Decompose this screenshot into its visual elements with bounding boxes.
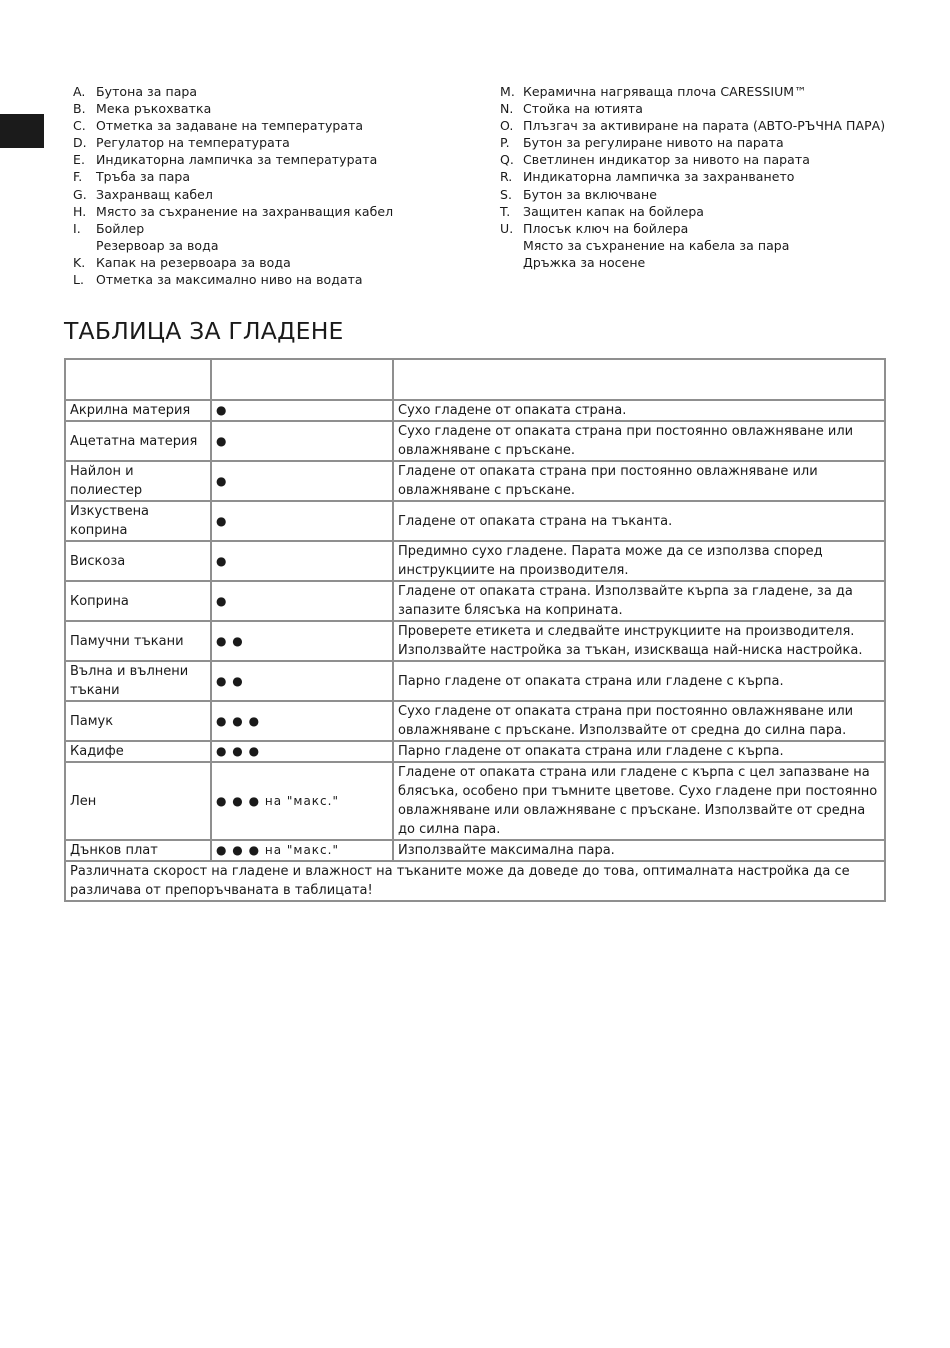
- ironing-method-cell: Предимно сухо гладене. Парата може да се използва според инструкциите на производителя.: [393, 541, 885, 581]
- table-row: [65, 762, 885, 840]
- ironing-method-cell: Сухо гладене от опаката страна при постоянно овлажняване или овлажняване с пръскане. Използвайте от средна до силна пара.: [393, 701, 885, 741]
- legend-text: Тръба за пара: [96, 169, 191, 185]
- legend-text: Светлинен индикатор за нивото на парата: [523, 152, 810, 168]
- fabric-cell: Лен: [65, 762, 211, 840]
- legend-letter: [73, 237, 96, 254]
- legend-letter: S.: [500, 186, 513, 202]
- legend-text: Място за съхранение на захранващия кабел: [96, 203, 394, 219]
- legend-letter: R.: [500, 169, 513, 185]
- legend-item: [500, 151, 920, 168]
- fabric-cell: Вълна и вълнени тъкани: [65, 661, 211, 701]
- parts-legend-left: [73, 83, 483, 288]
- temperature-setting-cell: ● ● ●: [211, 701, 393, 741]
- table-footnote: Различната скорост на гладене и влажност на тъканите може да доведе до това, оптималната настройка да се различава от препоръчваната в таблицата!: [65, 861, 885, 901]
- legend-text: Плъзгач за активиране на парата (АВТО-РЪЧНА ПАРА): [523, 118, 886, 134]
- temperature-setting-cell: ● ●: [211, 621, 393, 661]
- legend-letter: E.: [73, 152, 85, 168]
- legend-item: [73, 186, 483, 203]
- temperature-setting-cell: ● ●: [211, 661, 393, 701]
- fabric-cell: Коприна: [65, 581, 211, 621]
- legend-letter: A.: [73, 84, 86, 99]
- table-row: [65, 621, 885, 661]
- legend-letter: O.: [500, 118, 514, 134]
- legend-letter: [500, 254, 523, 271]
- fabric-cell: Вискоза: [65, 541, 211, 581]
- legend-text: Бутона за пара: [96, 84, 198, 99]
- legend-letter: D.: [73, 135, 87, 151]
- legend-item: [73, 168, 483, 185]
- ironing-method-cell: Гладене от опаката страна или гладене с кърпа с цел запазване на блясъка, особено при тъмните цветове. Сухо гладене при постоянно овлажняване или овлажняване с пръскане. Използвайте от средна до силна пара.: [393, 762, 885, 840]
- ironing-method-cell: Гладене от опаката страна. Използвайте кърпа за гладене, за да запазите блясъка на коприната.: [393, 581, 885, 621]
- legend-letter: T.: [500, 203, 511, 219]
- table-row: [65, 461, 885, 501]
- legend-text: Индикаторна лампичка за захранването: [523, 169, 795, 185]
- table-row: [65, 541, 885, 581]
- legend-item: [73, 117, 483, 134]
- legend-text: Керамична нагряваща плоча CARESSIUM™: [523, 84, 807, 99]
- legend-letter: Q.: [500, 152, 514, 168]
- legend-item: [500, 134, 920, 151]
- fabric-cell: Дънков плат: [65, 840, 211, 861]
- legend-letter: B.: [73, 101, 86, 117]
- legend-text: Дръжка за носене: [523, 254, 646, 270]
- legend-item: [73, 100, 483, 117]
- section-tab-marker: [0, 114, 44, 148]
- column-header-method: [393, 359, 885, 400]
- fabric-cell: Памучни тъкани: [65, 621, 211, 661]
- legend-item: [73, 254, 483, 271]
- ironing-method-cell: Парно гладене от опаката страна или гладене с кърпа.: [393, 661, 885, 701]
- fabric-cell: Акрилна материя: [65, 400, 211, 421]
- legend-item: [73, 134, 483, 151]
- temperature-setting-cell: ● ● ● на "макс.": [211, 762, 393, 840]
- legend-item: [73, 271, 483, 288]
- fabric-cell: Изкуствена коприна: [65, 501, 211, 541]
- temperature-setting-cell: ●: [211, 461, 393, 501]
- legend-letter: P.: [500, 135, 510, 151]
- legend-letter: [500, 237, 523, 254]
- legend-item: [500, 117, 920, 134]
- legend-text: Място за съхранение на кабела за пара: [523, 237, 790, 253]
- legend-text: Отметка за задаване на температурата: [96, 118, 364, 134]
- ironing-method-cell: Използвайте максимална пара.: [393, 840, 885, 861]
- parts-legend-right: [500, 83, 920, 271]
- table-row: [65, 421, 885, 461]
- legend-letter: G.: [73, 186, 87, 202]
- legend-item: [500, 220, 920, 237]
- legend-item: [73, 220, 483, 237]
- page-title: ТАБЛИЦА ЗА ГЛАДЕНЕ: [64, 317, 344, 345]
- temperature-setting-cell: ● ● ●: [211, 741, 393, 762]
- temperature-setting-cell: ●: [211, 581, 393, 621]
- table-header-row: [65, 359, 885, 400]
- table-row: [65, 840, 885, 861]
- temperature-setting-cell: ●: [211, 421, 393, 461]
- legend-item: [500, 203, 920, 220]
- table-row: [65, 701, 885, 741]
- legend-item: [500, 254, 920, 271]
- fabric-cell: Ацетатна материя: [65, 421, 211, 461]
- legend-letter: K.: [73, 254, 86, 270]
- temperature-setting-cell: ●: [211, 501, 393, 541]
- ironing-method-cell: Сухо гладене от опаката страна.: [393, 400, 885, 421]
- legend-item: [500, 186, 920, 203]
- legend-letter: F.: [73, 169, 83, 185]
- legend-text: Плосък ключ на бойлера: [523, 220, 689, 236]
- fabric-cell: Найлон и полиестер: [65, 461, 211, 501]
- legend-item: [500, 100, 920, 117]
- legend-item: [73, 237, 483, 254]
- ironing-method-cell: Проверете етикета и следвайте инструкциите на производителя. Използвайте настройка за тъкан, изискваща най-ниска настройка.: [393, 621, 885, 661]
- legend-letter: C.: [73, 118, 86, 134]
- legend-text: Индикаторна лампичка за температурата: [96, 152, 378, 168]
- legend-text: Отметка за максимално ниво на водата: [96, 272, 363, 288]
- table-footnote-row: [65, 861, 885, 901]
- legend-text: Мека ръкохватка: [96, 101, 212, 117]
- table-row: [65, 661, 885, 701]
- ironing-table: [64, 358, 886, 902]
- legend-text: Бутон за включване: [523, 186, 657, 202]
- legend-item: [73, 83, 483, 100]
- legend-item: [73, 203, 483, 220]
- fabric-cell: Памук: [65, 701, 211, 741]
- temperature-setting-cell: ●: [211, 541, 393, 581]
- legend-text: Бойлер: [96, 220, 145, 236]
- legend-item: [500, 83, 920, 100]
- legend-letter: U.: [500, 220, 514, 236]
- legend-letter: I.: [73, 220, 81, 236]
- temperature-setting-cell: ● ● ● на "макс.": [211, 840, 393, 861]
- legend-letter: N.: [500, 101, 514, 117]
- table-row: [65, 400, 885, 421]
- column-header-fabric: [65, 359, 211, 400]
- temperature-setting-cell: ●: [211, 400, 393, 421]
- table-row: [65, 741, 885, 762]
- legend-letter: L.: [73, 272, 85, 288]
- ironing-method-cell: Гладене от опаката страна на тъканта.: [393, 501, 885, 541]
- table-row: [65, 501, 885, 541]
- legend-item: [500, 168, 920, 185]
- legend-item: [73, 151, 483, 168]
- ironing-method-cell: Сухо гладене от опаката страна при постоянно овлажняване или овлажняване с пръскане.: [393, 421, 885, 461]
- legend-text: Стойка на ютията: [523, 101, 643, 117]
- legend-text: Бутон за регулиране нивото на парата: [523, 135, 784, 151]
- legend-item: [500, 237, 920, 254]
- legend-text: Резервоар за вода: [96, 237, 219, 253]
- ironing-method-cell: Гладене от опаката страна при постоянно овлажняване или овлажняване с пръскане.: [393, 461, 885, 501]
- legend-text: Захранващ кабел: [96, 186, 213, 202]
- ironing-method-cell: Парно гладене от опаката страна или гладене с кърпа.: [393, 741, 885, 762]
- legend-text: Защитен капак на бойлера: [523, 203, 705, 219]
- fabric-cell: Кадифе: [65, 741, 211, 762]
- column-header-setting: [211, 359, 393, 400]
- table-row: [65, 581, 885, 621]
- legend-letter: H.: [73, 203, 87, 219]
- legend-letter: M.: [500, 84, 515, 99]
- legend-text: Регулатор на температурата: [96, 135, 290, 151]
- legend-text: Капак на резервоара за вода: [96, 254, 291, 270]
